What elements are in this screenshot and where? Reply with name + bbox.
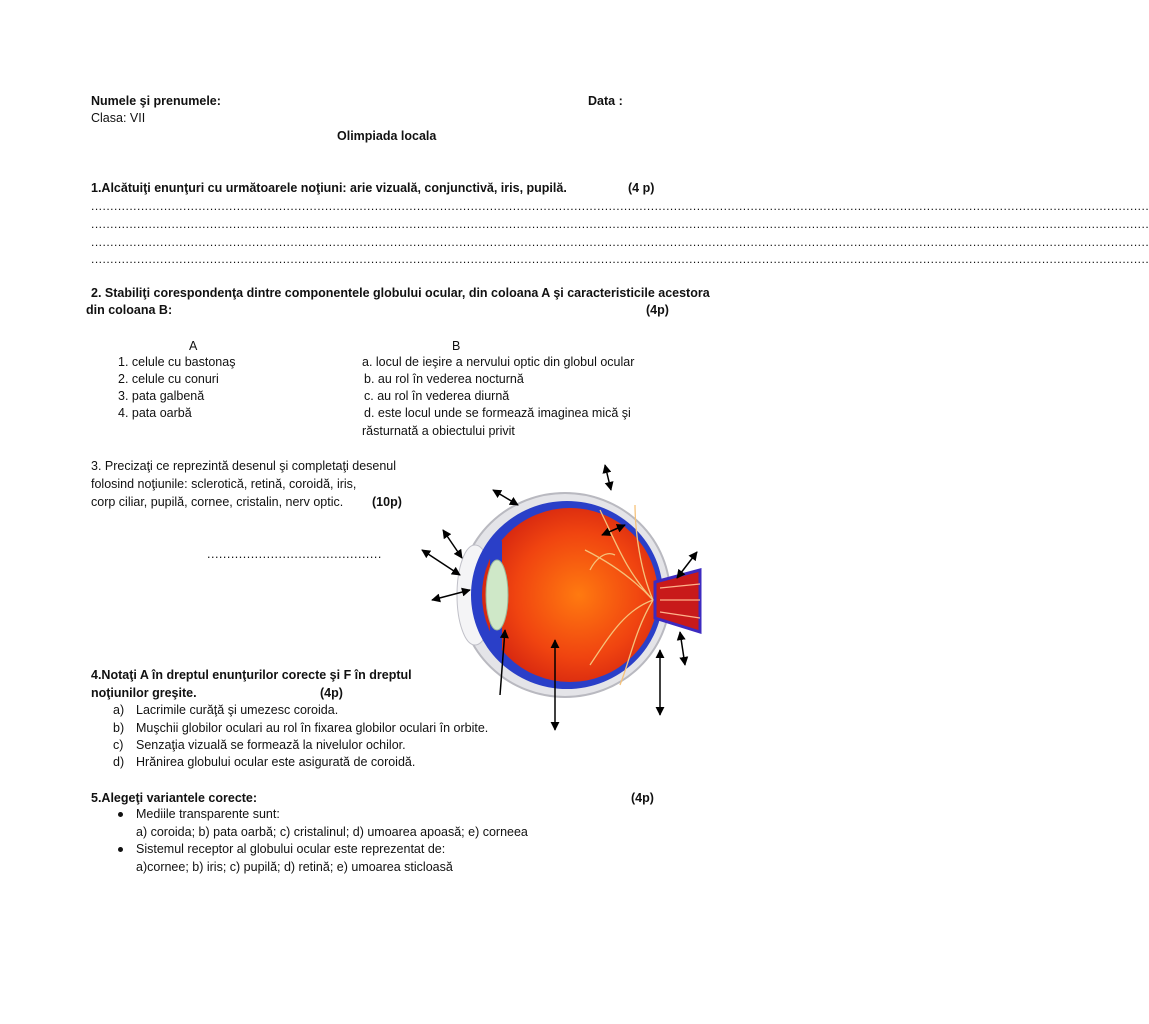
q4-item-b-text: Muşchii globilor oculari au rol în fixarea globilor oculari în orbite. xyxy=(136,721,489,735)
q2-text-line1: 2. Stabiliţi corespondenţa dintre componentele globului ocular, din coloana A şi caracteristicile acestora xyxy=(91,286,710,300)
q4-item-c-text: Senzaţia vizuală se formează la nivelulor ochilor. xyxy=(136,738,406,752)
q5-bullet-2 xyxy=(118,847,123,852)
class-label: Clasa: VII xyxy=(91,111,146,125)
eye-diagram xyxy=(415,460,705,735)
lens xyxy=(486,560,508,630)
q3-answer-line[interactable]: ............................................ xyxy=(207,547,382,561)
page-title: Olimpiada locala xyxy=(337,129,437,143)
q1-text: 1.Alcătuiţi enunţuri cu următoarele noţiuni: arie vizuală, conjunctivă, iris, pupilă. xyxy=(91,181,567,195)
q4-item-d-label: d) xyxy=(113,755,125,769)
q5-text: 5.Alegeţi variantele corecte: xyxy=(91,791,258,805)
q2-col-a-header: A xyxy=(189,339,198,353)
q4-item-c-label: c) xyxy=(113,738,124,752)
q4-item-a-text: Lacrimile curăţă şi umezesc coroida. xyxy=(136,703,339,717)
q5-points: (4p) xyxy=(631,791,654,805)
q3-points: (10p) xyxy=(372,495,402,509)
q3-line2: folosind noţiunile: sclerotică, retină, coroidă, iris, xyxy=(91,477,357,491)
q2-col-b-item-c: c. au rol în vederea diurnă xyxy=(364,389,510,403)
q1-points: (4 p) xyxy=(628,181,655,195)
q2-col-a-item-3: 3. pata galbenă xyxy=(118,389,205,403)
q1-answer-line-3[interactable]: .................................................................................................................................................................................................................................................................................... xyxy=(91,235,1149,249)
date-label: Data : xyxy=(588,94,623,108)
q2-col-a-item-4: 4. pata oarbă xyxy=(118,406,192,420)
q2-col-b-item-d: d. este locul unde se formează imaginea mică şi xyxy=(364,406,631,420)
q2-col-b-item-d-cont: răsturnată a obiectului privit xyxy=(362,424,515,438)
q2-col-b-header: B xyxy=(452,339,461,353)
q4-item-a-label: a) xyxy=(113,703,125,717)
q5-bullet-1 xyxy=(118,812,123,817)
q5-bullet1-text: Mediile transparente sunt: xyxy=(136,807,280,821)
q2-col-b-item-b: b. au rol în vederea nocturnă xyxy=(364,372,524,386)
q3-line1: 3. Precizaţi ce reprezintă desenul şi completaţi desenul xyxy=(91,459,397,473)
q1-answer-line-1[interactable]: .................................................................................................................................................................................................................................................................................... xyxy=(91,199,1149,213)
q2-col-a-item-2: 2. celule cu conuri xyxy=(118,372,219,386)
name-label: Numele şi prenumele: xyxy=(91,94,221,108)
q2-col-b-item-a: a. locul de ieşire a nervului optic din globul ocular xyxy=(362,355,635,369)
q2-points: (4p) xyxy=(646,303,669,317)
q4-item-d-text: Hrănirea globului ocular este asigurată de coroidă. xyxy=(136,755,416,769)
q5-bullet2-text: Sistemul receptor al globului ocular este reprezentat de: xyxy=(136,842,446,856)
q1-answer-line-4[interactable]: .................................................................................................................................................................................................................................................................................... xyxy=(91,252,1149,266)
q4-line1: 4.Notaţi A în dreptul enunţurilor corecte şi F în dreptul xyxy=(91,668,412,682)
q2-col-a-item-1: 1. celule cu bastonaş xyxy=(118,355,236,369)
q4-line2: noţiunilor greşite. xyxy=(91,686,197,700)
q5-options2: a)cornee; b) iris; c) pupilă; d) retină; e) umoarea sticloasă xyxy=(136,860,453,874)
q3-line3: corp ciliar, pupilă, cornee, cristalin, nerv optic. xyxy=(91,495,344,509)
q1-answer-line-2[interactable]: .................................................................................................................................................................................................................................................................................... xyxy=(91,217,1149,231)
q2-text-line2: din coloana B: xyxy=(86,303,173,317)
q4-points: (4p) xyxy=(320,686,343,700)
q5-options1: a) coroida; b) pata oarbă; c) cristalinul; d) umoarea apoasă; e) corneea xyxy=(136,825,528,839)
q4-item-b-label: b) xyxy=(113,721,125,735)
